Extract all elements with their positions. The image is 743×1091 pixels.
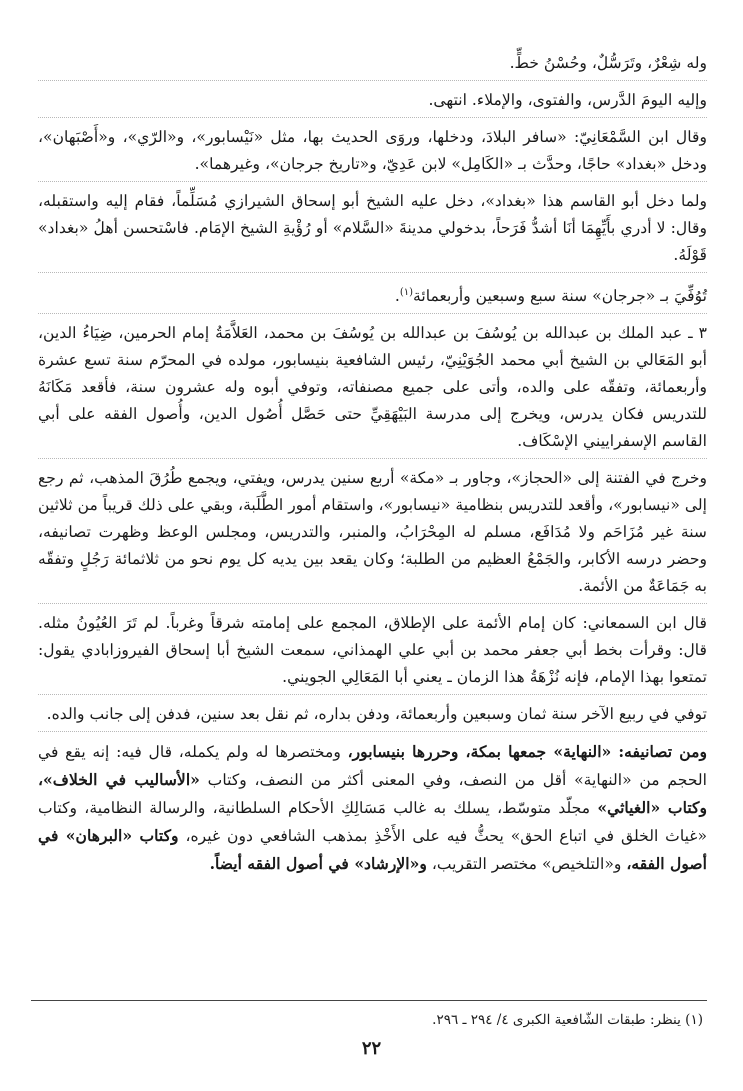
paragraph-biography-juwayni	[38, 320, 707, 459]
paragraph-abu-ishaq-visit	[38, 188, 707, 273]
paragraph-text	[38, 738, 707, 878]
page-number: ٢٢	[361, 1038, 382, 1059]
works-bold-burhan: وكتاب «البرهان» في أصول الفقه،	[38, 826, 707, 874]
paragraph-samani-praise	[38, 610, 707, 695]
footnote	[40, 1010, 703, 1030]
paragraph-works	[38, 738, 707, 881]
paragraph-teaching	[38, 87, 707, 118]
works-text: ومختصرها له ولم يكمله، قال فيه: إنه يقع في الحجم من «النهاية» أقل من النصف، وفي المعنى أكثر من النصف، وكتاب	[38, 743, 707, 790]
paragraph-text	[38, 279, 707, 310]
paragraph-text: ولما دخل أبو القاسم هذا «بغداد»، دخل عليه الشيخ أبو إسحاق الشيرازي مُسَلِّماً، فقام إليه واستقبله، وقال: لا أدري بأَيِّهِمَا أنَا أشدُّ فَرَحاً، بدخولي مدينةَ «السَّلام» أو رُؤْيةِ الشيخ الإمَام. فاسْتحسن أهلُ «بغداد» قَوْلَهُ.	[38, 192, 707, 264]
paragraph-death-burial	[38, 701, 707, 732]
footnote-marker: (١)	[685, 1012, 703, 1028]
paragraph-death-jurjan	[38, 279, 707, 314]
death-text: تُوُفِّيَ بـ «جرجان» سنة سبع وسبعين وأربعمائة	[413, 287, 707, 306]
paragraph-text: قال ابن السمعاني: كان إمام الأئمة على الإطلاق، المجمع على إمامته شرقاً وغرباً. لم تَرَ العُيُونُ مثله. قال: وقرأت بخط أبي جعفر محمد بن أبي علي الهمذاني، سمعت الشيخ أبا إسحاق الفيروزابادي يقول: تمتعوا بهذا الإمام، فإنه نُزْهَةُ هذا الزمان ـ يعني أبا المَعَالِي الجويني.	[38, 614, 707, 687]
footnote-text: ينظر: طبقات الشّافعية الكبرى ٤/ ٢٩٤ ـ ٢٩٦.	[432, 1012, 681, 1028]
footnote-divider	[31, 1000, 707, 1001]
paragraph-text: وله شِعْرٌ، وتَرَسُّلٌ، وحُسْنُ خطٍّ.	[509, 54, 707, 72]
works-bold-irshad: و«الإرشاد» في أصول الفقه أيضاً.	[209, 854, 427, 874]
works-bold-intro: ومن تصانيفه: «النهاية» جمعها بمكة، وحررها بنيسابور،	[347, 742, 708, 762]
paragraph-text: وإليه اليومَ الدَّرس، والفتوى، والإملاء. انتهى.	[428, 91, 707, 109]
works-text: مجلّد متوسّط، يسلك به غالب مَسَالِكِ الأحكام السلطانية، والرسالة النظامية، وكتاب «غياث الخلق في اتباع الحق» يحثُّ فيه على الأَخْذِ بمذهب الشافعي دون غيره،	[38, 799, 707, 846]
works-text: و«التلخيص» مختصر التقريب،	[426, 855, 627, 874]
paragraph-text: وخرج في الفتنة إلى «الحجاز»، وجاور بـ «مكة» أربع سنين يدرس، ويفتي، ويجمع طُرُقَ المذهب، ثم رجع إلى «نيسابور»، وأقعد للتدريس بنظامية «نيسابور»، واستقام أمور الطَّلَبة، وبقي على ذلك قريباً من ثلاثين سنة غير مُزَاحَم ولا مُدَافَع، مسلم له المِحْرَابُ، والمنبر، والتدريس، ومجلس الوعظ وظهرت تصانيفه، وحضر درسه الأكابر، والجَمْعُ العظيم من الطلبة؛ وكان يقعد بين يديه كل يوم نحو من ثلاثمائة رَجُلٍ وتفقّه به جَمَاعَةٌ من الأئمة.	[38, 469, 707, 596]
death-period: .	[394, 287, 400, 306]
paragraph-text: ٣ ـ عبد الملك بن عبدالله بن يُوسُفَ بن عبدالله بن يُوسُفَ بن محمد، العَلاَّمَةُ إمام الحرمين، ضِيَاءُ الدين، أبو المَعَالي بن الشيخ أبي محمد الجُوَيْنِيّ، رئيس الشافعية بنيسابور، مولده في المحرّم سنة تسع عشرة وأربعمائة، وتفقّه على والده، وأتى على جميع مصنفاته، وتوفي أبوه وله عشرون سنة، فأقعد مَكَانَهُ للتدريس فكان يدرس، ويخرج إلى مدرسة البَيْهَقِيِّ حتى حَصَّل أُصُول الدين، وأُصول الفقه على أبي القاسم الإسفراييني الإسْكَاف.	[38, 324, 707, 451]
paragraph-text: توفي في ربيع الآخر سنة ثمان وسبعين وأربعمائة، ودفن بداره، ثم نقل بعد سنين، فدفن إلى جانب والده.	[46, 705, 707, 724]
footnote-reference[interactable]: (١)	[399, 287, 413, 298]
paragraph-samani-quote	[38, 124, 707, 182]
paragraph-poetry	[38, 50, 707, 81]
paragraph-text: وقال ابن السَّمْعَانِيّ: «سافر البلادَ، ودخلها، وروَى الحديث بها، مثل «نَيْسابور»، و«الرّي»، و«أَصْبَهان»، ودخل «بغداد» حاجًا، وحدَّث بـ «الكَامِل» لابن عَدِيّ، و«تاريخ جرجان»، وغيرهما».	[38, 128, 707, 173]
works-bold-asalib: «الأساليب في الخلاف»، وكتاب «الغياثي»	[38, 770, 707, 818]
paragraph-hijaz-travel	[38, 465, 707, 604]
